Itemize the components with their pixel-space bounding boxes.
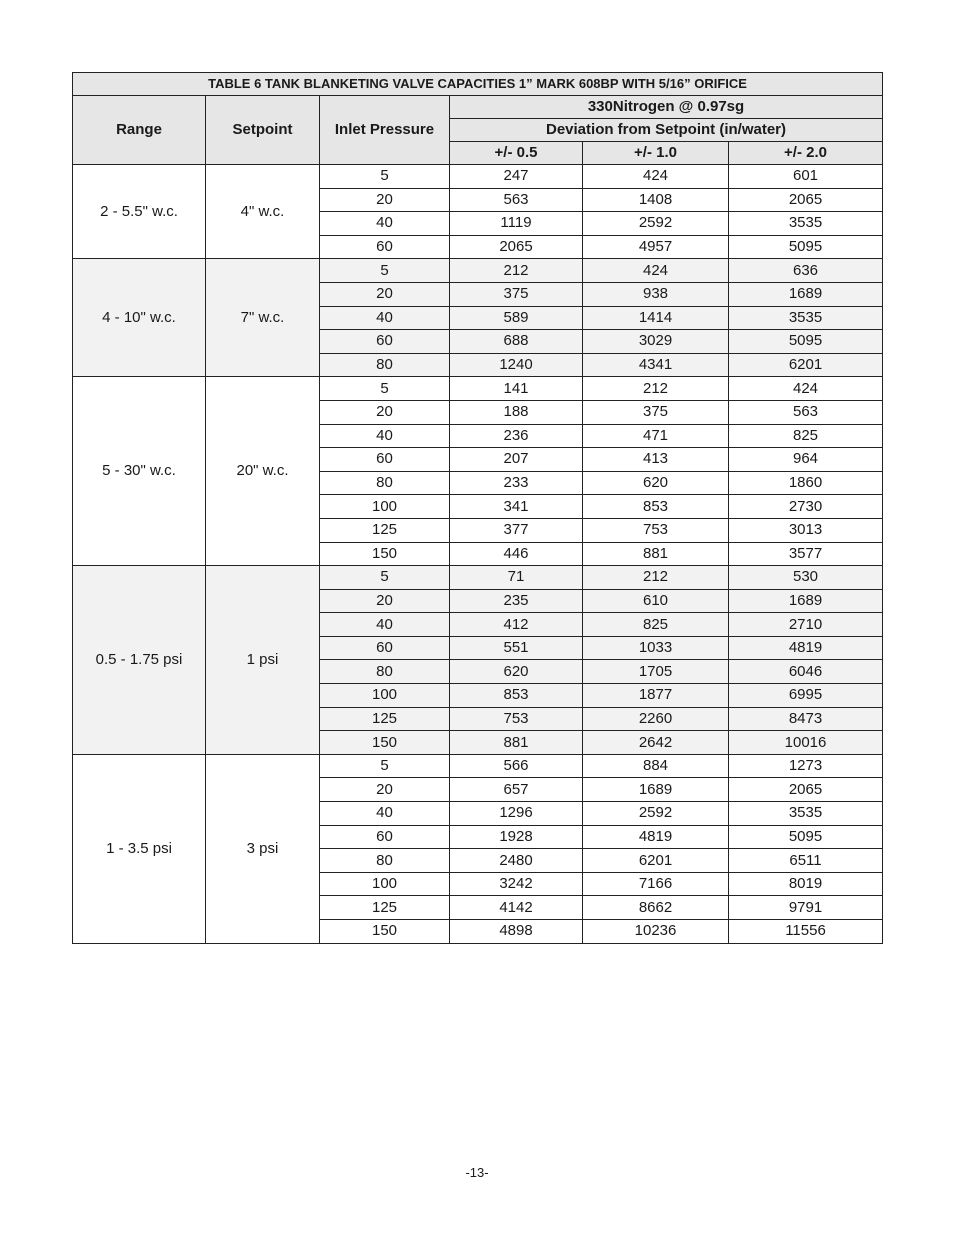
capacity-cell: 753 <box>450 707 583 731</box>
inlet-pressure-cell: 20 <box>320 589 450 613</box>
inlet-pressure-cell: 80 <box>320 353 450 377</box>
capacity-cell: 1296 <box>450 802 583 826</box>
capacity-cell: 2642 <box>583 731 729 755</box>
capacity-cell: 212 <box>583 566 729 590</box>
inlet-pressure-cell: 40 <box>320 802 450 826</box>
capacity-cell: 341 <box>450 495 583 519</box>
capacity-cell: 884 <box>583 754 729 778</box>
title-row <box>73 73 883 96</box>
dev-col-header: +/- 1.0 <box>583 142 729 165</box>
table-row <box>73 566 883 590</box>
capacity-cell: 1928 <box>450 825 583 849</box>
inlet-pressure-cell: 40 <box>320 613 450 637</box>
inlet-pressure-cell: 60 <box>320 330 450 354</box>
dev-col-header: +/- 2.0 <box>729 142 883 165</box>
capacity-cell: 657 <box>450 778 583 802</box>
capacity-cell: 610 <box>583 589 729 613</box>
capacity-cell: 853 <box>450 684 583 708</box>
capacity-cell: 1689 <box>729 282 883 306</box>
inlet-pressure-cell: 40 <box>320 212 450 236</box>
inlet-pressure-cell: 40 <box>320 306 450 330</box>
capacity-cell: 6046 <box>729 660 883 684</box>
capacity-cell: 563 <box>450 188 583 212</box>
inlet-pressure-cell: 20 <box>320 400 450 424</box>
table-row <box>73 259 883 283</box>
capacity-cell: 4819 <box>583 825 729 849</box>
capacity-cell: 375 <box>583 400 729 424</box>
capacity-cell: 1689 <box>583 778 729 802</box>
capacity-cell: 853 <box>583 495 729 519</box>
range-cell: 2 - 5.5" w.c. <box>73 165 206 259</box>
capacity-cell: 551 <box>450 636 583 660</box>
table-body <box>73 165 883 944</box>
capacity-cell: 2065 <box>729 188 883 212</box>
capacity-cell: 753 <box>583 518 729 542</box>
capacity-cell: 471 <box>583 424 729 448</box>
setpoint-header: Setpoint <box>206 96 320 165</box>
capacity-cell: 530 <box>729 566 883 590</box>
setpoint-cell: 4" w.c. <box>206 165 320 259</box>
capacity-cell: 188 <box>450 400 583 424</box>
inlet-pressure-cell: 5 <box>320 754 450 778</box>
capacity-cell: 881 <box>450 731 583 755</box>
capacity-cell: 2592 <box>583 212 729 236</box>
capacity-cell: 1119 <box>450 212 583 236</box>
capacity-cell: 212 <box>450 259 583 283</box>
capacity-cell: 424 <box>583 259 729 283</box>
capacity-cell: 6201 <box>583 849 729 873</box>
capacity-cell: 2480 <box>450 849 583 873</box>
inlet-pressure-cell: 5 <box>320 377 450 401</box>
inlet-pressure-cell: 150 <box>320 731 450 755</box>
table-row <box>73 754 883 778</box>
capacity-cell: 4957 <box>583 235 729 259</box>
dev-col-header: +/- 0.5 <box>450 142 583 165</box>
capacity-cell: 2592 <box>583 802 729 826</box>
range-cell: 5 - 30" w.c. <box>73 377 206 566</box>
capacity-cell: 424 <box>729 377 883 401</box>
capacity-cell: 1705 <box>583 660 729 684</box>
capacity-cell: 377 <box>450 518 583 542</box>
inlet-pressure-cell: 125 <box>320 518 450 542</box>
inlet-pressure-cell: 150 <box>320 920 450 944</box>
capacity-cell: 589 <box>450 306 583 330</box>
capacity-cell: 2730 <box>729 495 883 519</box>
capacity-cell: 964 <box>729 448 883 472</box>
capacity-cell: 235 <box>450 589 583 613</box>
inlet-pressure-cell: 80 <box>320 660 450 684</box>
inlet-pressure-cell: 150 <box>320 542 450 566</box>
setpoint-cell: 3 psi <box>206 754 320 943</box>
inlet-pressure-cell: 80 <box>320 471 450 495</box>
inlet-pressure-cell: 100 <box>320 872 450 896</box>
capacity-cell: 446 <box>450 542 583 566</box>
table-row <box>73 377 883 401</box>
inlet-pressure-cell: 125 <box>320 707 450 731</box>
range-cell: 0.5 - 1.75 psi <box>73 566 206 755</box>
range-cell: 4 - 10" w.c. <box>73 259 206 377</box>
capacity-cell: 825 <box>729 424 883 448</box>
capacity-cell: 3535 <box>729 212 883 236</box>
page-number: -13- <box>465 1165 489 1180</box>
capacity-cell: 6995 <box>729 684 883 708</box>
inlet-pressure-cell: 100 <box>320 495 450 519</box>
capacity-cell: 1033 <box>583 636 729 660</box>
capacity-cell: 2065 <box>450 235 583 259</box>
capacity-cell: 1877 <box>583 684 729 708</box>
capacity-cell: 10016 <box>729 731 883 755</box>
capacity-cell: 1273 <box>729 754 883 778</box>
capacity-cell: 5095 <box>729 235 883 259</box>
capacity-cell: 566 <box>450 754 583 778</box>
capacity-cell: 2710 <box>729 613 883 637</box>
setpoint-cell: 20" w.c. <box>206 377 320 566</box>
capacity-cell: 6511 <box>729 849 883 873</box>
header-row-gas <box>73 96 883 119</box>
capacity-cell: 247 <box>450 165 583 189</box>
deviation-header: Deviation from Setpoint (in/water) <box>450 119 883 142</box>
capacity-cell: 3242 <box>450 872 583 896</box>
capacity-cell: 8473 <box>729 707 883 731</box>
capacity-cell: 1240 <box>450 353 583 377</box>
inlet-pressure-cell: 60 <box>320 825 450 849</box>
capacity-cell: 233 <box>450 471 583 495</box>
capacity-cell: 5095 <box>729 825 883 849</box>
setpoint-cell: 1 psi <box>206 566 320 755</box>
capacity-cell: 1860 <box>729 471 883 495</box>
inlet-pressure-cell: 80 <box>320 849 450 873</box>
table-title: TABLE 6 TANK BLANKETING VALVE CAPACITIES 1” MARK 608BP WITH 5/16” ORIFICE <box>73 73 883 96</box>
capacity-cell: 3029 <box>583 330 729 354</box>
inlet-pressure-cell: 60 <box>320 636 450 660</box>
capacity-cell: 825 <box>583 613 729 637</box>
inlet-pressure-cell: 40 <box>320 424 450 448</box>
capacity-cell: 6201 <box>729 353 883 377</box>
capacity-cell: 375 <box>450 282 583 306</box>
capacity-cell: 1414 <box>583 306 729 330</box>
capacity-cell: 3577 <box>729 542 883 566</box>
capacity-cell: 563 <box>729 400 883 424</box>
capacity-cell: 412 <box>450 613 583 637</box>
capacity-cell: 141 <box>450 377 583 401</box>
capacity-cell: 5095 <box>729 330 883 354</box>
inlet-pressure-cell: 5 <box>320 566 450 590</box>
inlet-pressure-cell: 125 <box>320 896 450 920</box>
capacity-cell: 938 <box>583 282 729 306</box>
gas-header: 330Nitrogen @ 0.97sg <box>450 96 883 119</box>
capacity-cell: 413 <box>583 448 729 472</box>
capacity-cell: 620 <box>450 660 583 684</box>
inlet-pressure-cell: 100 <box>320 684 450 708</box>
inlet-pressure-cell: 20 <box>320 282 450 306</box>
capacity-cell: 1408 <box>583 188 729 212</box>
capacity-cell: 688 <box>450 330 583 354</box>
capacity-cell: 3013 <box>729 518 883 542</box>
capacity-cell: 8662 <box>583 896 729 920</box>
capacity-cell: 4898 <box>450 920 583 944</box>
inlet-pressure-cell: 5 <box>320 259 450 283</box>
capacity-cell: 10236 <box>583 920 729 944</box>
capacity-cell: 2260 <box>583 707 729 731</box>
capacity-cell: 71 <box>450 566 583 590</box>
inlet-pressure-header: Inlet Pressure <box>320 96 450 165</box>
capacity-cell: 636 <box>729 259 883 283</box>
capacity-cell: 424 <box>583 165 729 189</box>
range-cell: 1 - 3.5 psi <box>73 754 206 943</box>
capacity-cell: 212 <box>583 377 729 401</box>
capacity-cell: 1689 <box>729 589 883 613</box>
capacity-cell: 4341 <box>583 353 729 377</box>
capacity-cell: 601 <box>729 165 883 189</box>
capacity-cell: 11556 <box>729 920 883 944</box>
capacity-cell: 207 <box>450 448 583 472</box>
inlet-pressure-cell: 60 <box>320 448 450 472</box>
inlet-pressure-cell: 60 <box>320 235 450 259</box>
table-head <box>73 73 883 165</box>
setpoint-cell: 7" w.c. <box>206 259 320 377</box>
capacity-cell: 3535 <box>729 802 883 826</box>
capacity-cell: 4819 <box>729 636 883 660</box>
capacity-cell: 2065 <box>729 778 883 802</box>
capacity-cell: 3535 <box>729 306 883 330</box>
inlet-pressure-cell: 5 <box>320 165 450 189</box>
inlet-pressure-cell: 20 <box>320 778 450 802</box>
inlet-pressure-cell: 20 <box>320 188 450 212</box>
table-row <box>73 165 883 189</box>
capacity-cell: 7166 <box>583 872 729 896</box>
capacity-cell: 4142 <box>450 896 583 920</box>
capacity-cell: 8019 <box>729 872 883 896</box>
capacity-cell: 620 <box>583 471 729 495</box>
range-header: Range <box>73 96 206 165</box>
capacity-cell: 236 <box>450 424 583 448</box>
capacity-cell: 9791 <box>729 896 883 920</box>
capacity-cell: 881 <box>583 542 729 566</box>
capacity-table <box>72 72 883 944</box>
